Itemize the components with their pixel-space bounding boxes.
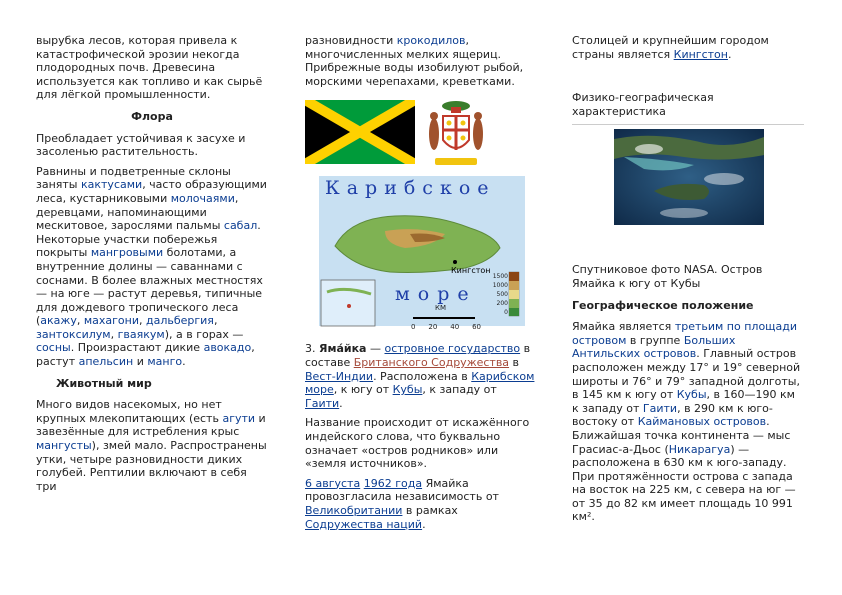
- link-caribbean-sea[interactable]: Карибском море: [305, 369, 535, 397]
- satellite-photo-frame: [572, 124, 804, 253]
- link-haiti-2[interactable]: Гаити: [642, 401, 678, 415]
- column-middle: [305, 34, 537, 537]
- link-aguti[interactable]: агути: [222, 411, 256, 425]
- spacer: [572, 67, 804, 91]
- link-crocodiles[interactable]: крокодилов: [396, 34, 466, 47]
- map-city-label: Кингстон: [451, 266, 491, 276]
- independence-paragraph: 6 августа 1962 года Ямайка провозгласила независимость от Великобритании в рамках Содружества наций.: [305, 476, 499, 531]
- physical-geography-heading: Физико-географическая характеристика: [572, 91, 714, 118]
- link-mangrove[interactable]: мангровыми: [90, 246, 164, 260]
- column-right: [572, 34, 804, 530]
- link-sosny[interactable]: сосны: [36, 341, 71, 355]
- coat-of-arms-image: [425, 98, 487, 170]
- intro-paragraph: вырубка лесов, которая привела к катастрофической эрозии некогда плодородных почв. Древесина используется как топливо и как сырьё для лёгкой промышленности.: [36, 34, 263, 102]
- geographic-position-heading: Географическое положение: [572, 298, 754, 312]
- map-sea-label-1: Карибское: [325, 177, 496, 200]
- name-origin-paragraph: Название происходит от искажённого индейского слова, что буквально означает «остров родников» или «земля источников».: [305, 416, 530, 471]
- map-scale-label: КМ: [435, 304, 447, 313]
- jamaica-intro-paragraph: 3. Яма́йка — островное государство в составе Британского Содружества в Вест-Индии. Расположена в Карибском море, к югу от Кубы, к западу от Гаити.: [305, 342, 535, 410]
- geographic-position-paragraph: Ямайка является третьим по площади островом в группе Больших Антильских островов. Главный остров расположен между 17° и 19° северной широты и 76° и 79° западной долготы, в 145 км к югу от Кубы, в 160—190 км к западу от Гаити, в 290 км к юго-востоку от Каймановых островов. Ближайшая точка континента — мыс Грасиас-а-Дьос (Никарагуа) — расположена в 630 км к юго-западу. При протяжённости острова с запада на восток на 225 км, с севера на юг — от 35 до 82 км имеет площадь 10 991 км².: [572, 320, 801, 524]
- fauna-heading: Животный мир: [56, 376, 152, 390]
- flag-and-coat-row: [305, 98, 537, 170]
- map-elevation-legend: 1500 1000 500 200 0: [492, 273, 508, 317]
- column-left: [36, 34, 268, 499]
- link-cuba[interactable]: Кубы: [392, 383, 423, 397]
- link-gvayakum[interactable]: гваякум: [117, 327, 165, 341]
- link-west-indies[interactable]: Вест-Индии: [305, 369, 374, 383]
- link-island-state[interactable]: островное государство: [384, 342, 521, 356]
- fauna-paragraph: Много видов насекомых, но нет крупных млекопитающих (есть агути и завезённые для истребления крыс мангусты), змей мало. Распространены утки, четыре разновидности диких голубей. Рептилии включают в себя три: [36, 398, 267, 493]
- link-zantoksilum[interactable]: зантоксилум: [36, 327, 111, 341]
- satellite-caption: Спутниковое фото NASA. Остров Ямайка к югу от Кубы: [572, 263, 763, 290]
- jamaica-map: [305, 176, 525, 334]
- link-mango[interactable]: манго: [147, 355, 183, 369]
- link-mahagoni[interactable]: махагони: [83, 314, 139, 328]
- link-british-commonwealth[interactable]: Британского Содружества: [353, 355, 510, 369]
- link-1962[interactable]: 1962 года: [363, 476, 423, 490]
- link-mangusty[interactable]: мангусты: [36, 439, 92, 453]
- link-august-6[interactable]: 6 августа: [305, 476, 361, 490]
- link-akazhu[interactable]: акажу: [40, 314, 77, 328]
- link-cactus[interactable]: кактусами: [81, 178, 143, 192]
- link-nicaragua[interactable]: Никарагуа: [668, 442, 731, 456]
- link-sabal[interactable]: сабал: [223, 219, 258, 233]
- link-kingston[interactable]: Кингстон: [673, 47, 728, 61]
- flora-heading: Флора: [131, 109, 173, 123]
- capital-paragraph: Столицей и крупнейшим городом страны является Кингстон.: [572, 34, 769, 61]
- link-avokado[interactable]: авокадо: [203, 341, 252, 355]
- link-great-britain[interactable]: Великобритании: [305, 503, 403, 517]
- link-molochai[interactable]: молочаями: [170, 191, 235, 205]
- link-cayman-islands[interactable]: Каймановых островов: [637, 415, 767, 429]
- satellite-photo-image: [614, 129, 764, 225]
- flora-paragraph-1: Преобладает устойчивая к засухе и засоленью растительность.: [36, 131, 246, 159]
- link-third-largest-island[interactable]: третьим по площади островом: [572, 320, 798, 347]
- link-greater-antilles[interactable]: Больших Антильских островов: [572, 333, 736, 361]
- link-dalbergia[interactable]: дальбергия: [145, 314, 214, 328]
- flora-paragraph-2: Равнины и подветренные склоны заняты кактусами, часто образующими леса, кустарниковыми молочаями, деревцами, напоминающими мескитовое, зарослями пальмы сабал. Некоторые участки побережья покрыты мангровыми болотами, а внутренние долины — саваннами с соснами. В более влажных местностях — на юге — растут деревья, типичные для дождевого тропического леса (акажу, махагони, дальбергия, зантоксилум, гваякум), а в горах — сосны. Произрастают дикие авокадо, растут апельсин и манго.: [36, 164, 267, 369]
- link-apelsin[interactable]: апельсин: [78, 355, 134, 369]
- link-commonwealth-of-nations[interactable]: Содружества наций: [305, 517, 423, 531]
- jamaica-flag-image: [305, 100, 415, 164]
- map-sea-label-2: море: [395, 283, 477, 306]
- reptiles-paragraph: разновидности крокодилов, многочисленных мелких ящериц. Прибрежные воды изобилуют рыбой, морскими черепахами, креветками.: [305, 34, 524, 88]
- link-cuba-2[interactable]: Кубы: [676, 388, 707, 402]
- map-scale-ticks: 0 20 40 60: [411, 323, 481, 332]
- link-haiti[interactable]: Гаити: [305, 396, 340, 410]
